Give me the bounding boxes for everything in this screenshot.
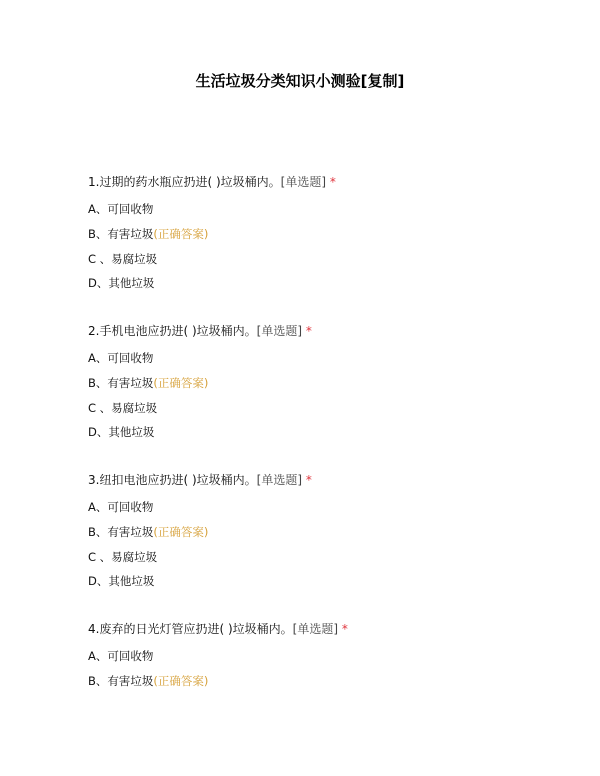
question-text: 3.纽扣电池应扔进( )垃圾桶内。 [88,473,257,487]
option-label: B、有害垃圾 [88,524,154,539]
required-mark: * [341,622,348,636]
option-label: D、其他垃圾 [88,276,155,291]
correct-answer-tag: (正确答案) [153,673,209,688]
question-text: 1.过期的药水瓶应扔进( )垃圾桶内。 [88,175,281,189]
question-text: 4.废弃的日光灯管应扔进( )垃圾桶内。 [88,622,293,636]
option-a [88,351,568,376]
option-list [88,649,568,699]
option-b [88,525,568,550]
option-list [88,202,568,301]
option-c [88,550,568,575]
option-b [88,376,568,401]
option-label: B、有害垃圾 [88,226,154,241]
question-type: [单选题] [292,622,339,636]
option-label: A、可回收物 [88,649,154,663]
question-list [88,174,568,770]
option-d [88,276,568,301]
correct-answer-tag: (正确答案) [153,226,209,241]
option-label: C 、易腐垃圾 [88,251,158,266]
correct-answer-tag: (正确答案) [153,375,209,390]
option-c [88,252,568,277]
question-title [88,621,568,637]
option-b [88,674,568,699]
question-title [88,323,568,339]
option-label: A、可回收物 [88,202,154,216]
required-mark: * [329,175,336,189]
required-mark: * [305,324,312,338]
option-label: B、有害垃圾 [88,673,154,688]
question-1 [88,174,568,323]
option-list [88,351,568,450]
question-type: [单选题] [280,175,327,189]
page-title: 生活垃圾分类知识小测验[复制] [195,72,405,90]
option-label: B、有害垃圾 [88,375,154,390]
option-a [88,500,568,525]
question-4 [88,621,568,770]
option-label: D、其他垃圾 [88,425,155,440]
option-d [88,425,568,450]
question-text: 2.手机电池应扔进( )垃圾桶内。 [88,324,257,338]
question-type: [单选题] [256,324,303,338]
question-title [88,472,568,488]
question-type: [单选题] [256,473,303,487]
question-3 [88,472,568,621]
option-label: D、其他垃圾 [88,574,155,589]
option-label: A、可回收物 [88,500,154,514]
option-label: C 、易腐垃圾 [88,549,158,564]
option-b [88,227,568,252]
correct-answer-tag: (正确答案) [153,524,209,539]
option-label: C 、易腐垃圾 [88,400,158,415]
required-mark: * [305,473,312,487]
question-title [88,174,568,190]
option-a [88,649,568,674]
option-c [88,401,568,426]
question-2 [88,323,568,472]
option-a [88,202,568,227]
option-label: A、可回收物 [88,351,154,365]
option-d [88,574,568,599]
option-list [88,500,568,599]
